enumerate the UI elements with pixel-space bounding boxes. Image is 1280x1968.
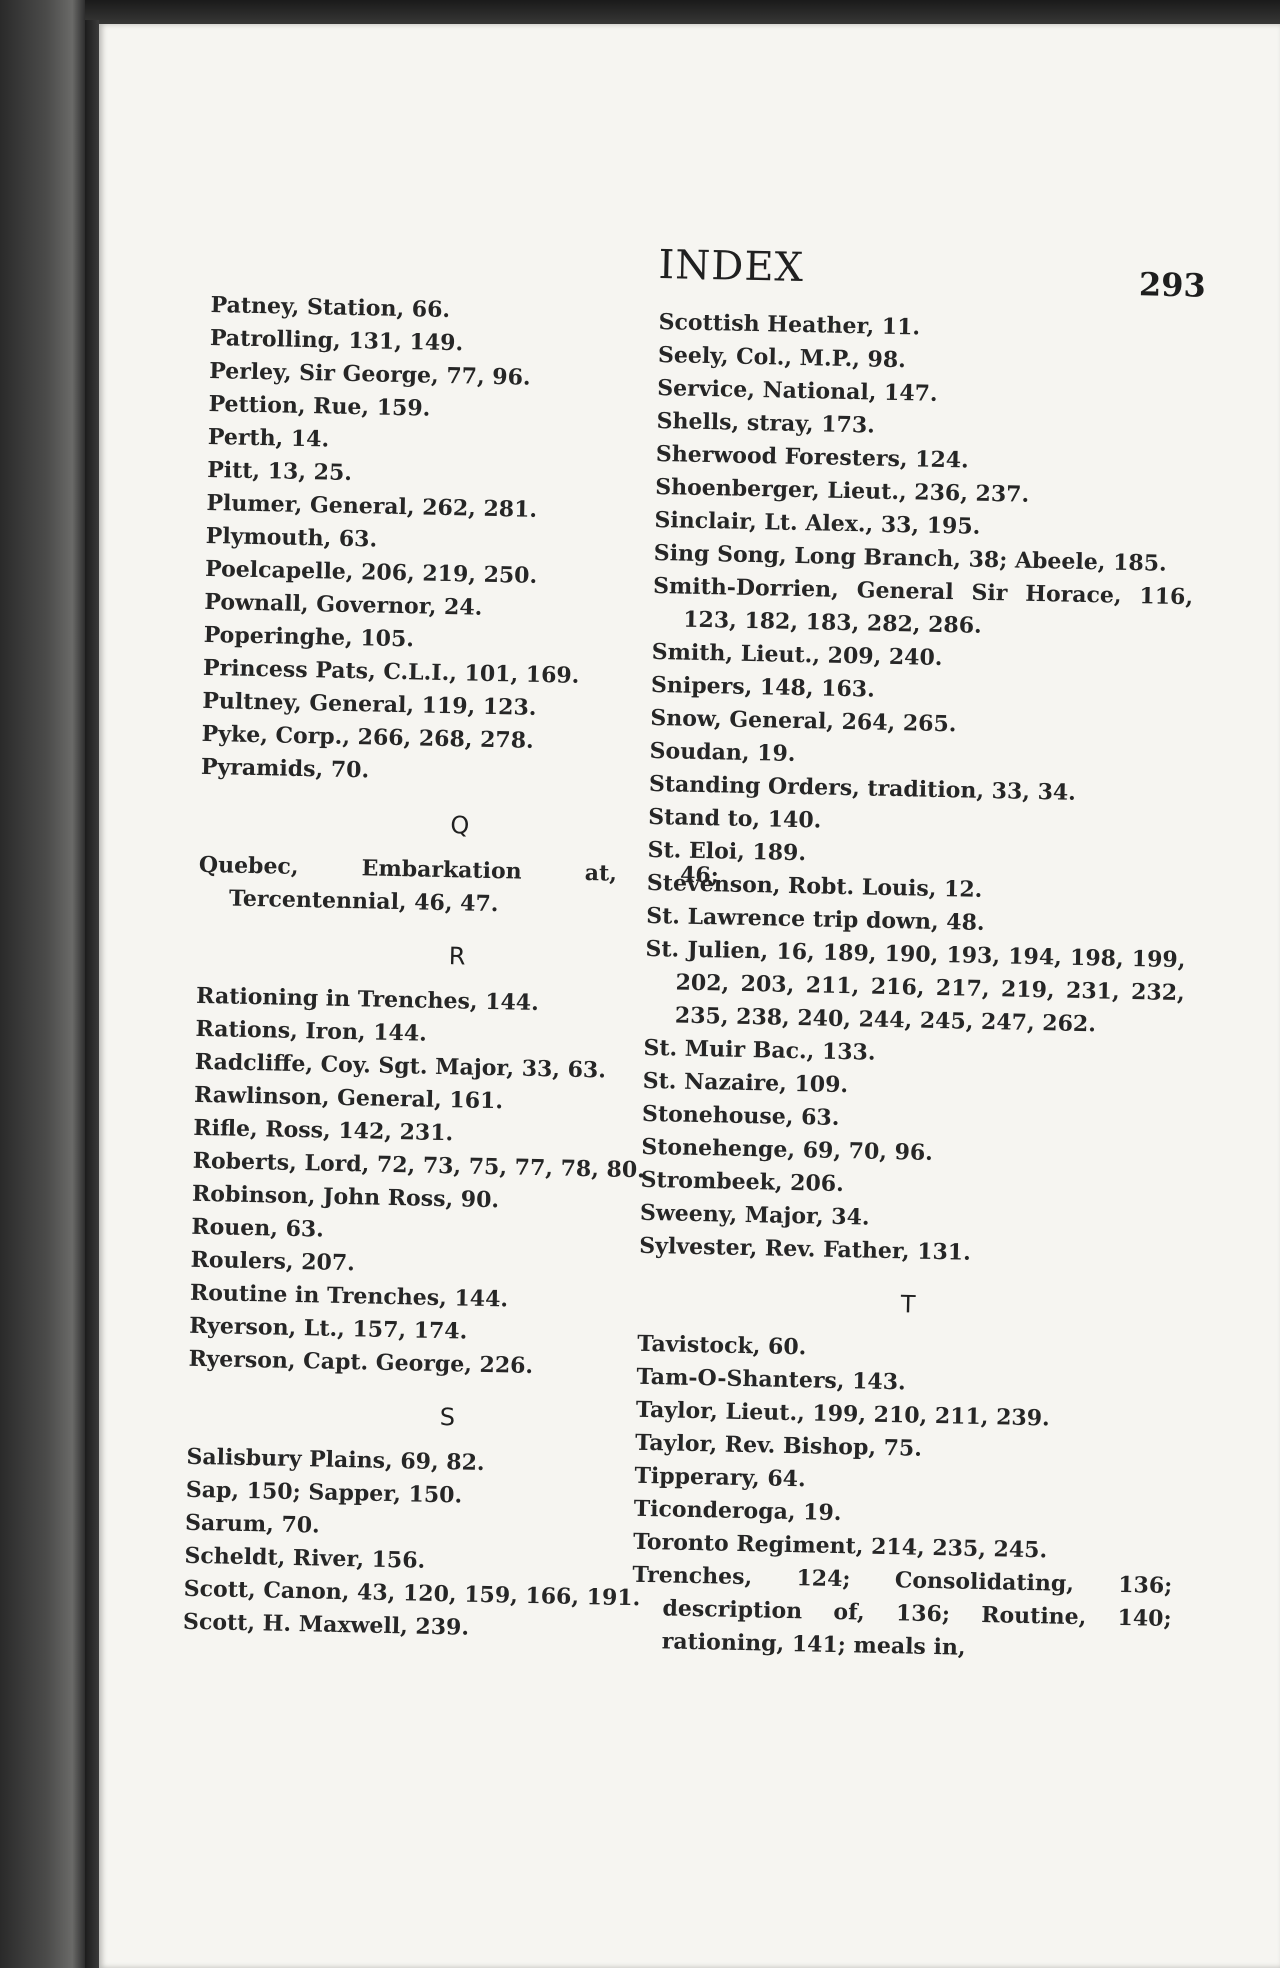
index-entry: Sing Song, Long Branch, 38; Abeele, 185.: [653, 539, 1167, 577]
index-entry: Pultney, General, 119, 123.: [202, 687, 537, 721]
index-entry: Stand to, 140.: [648, 803, 822, 834]
index-entry: Sweeny, Major, 34.: [639, 1199, 870, 1231]
index-entry: Rationing in Trenches, 144.: [195, 982, 540, 1017]
section-letter-heading: Q: [450, 811, 470, 840]
page-number: 293: [1138, 265, 1207, 305]
index-entry: Poperinghe, 105.: [203, 621, 415, 653]
index-entry: Taylor, Rev. Bishop, 75.: [634, 1429, 923, 1462]
index-entry: Rifle, Ross, 142, 231.: [193, 1114, 454, 1147]
index-entry: Poelcapelle, 206, 219, 250.: [204, 555, 538, 589]
index-page: [99, 24, 1280, 1968]
index-entry: St. Muir Bac., 133.: [643, 1034, 876, 1066]
index-entry: Tavistock, 60.: [636, 1330, 807, 1361]
index-entry: Plumer, General, 262, 281.: [206, 489, 538, 523]
scan-left-margin: [0, 0, 85, 1968]
index-entry: Sarum, 70.: [184, 1509, 321, 1539]
index-entry: Scottish Heather, 11.: [658, 308, 921, 341]
index-entry: Sap, 150; Sapper, 150.: [185, 1476, 463, 1509]
index-entry: Robinson, John Ross, 90.: [191, 1180, 500, 1214]
index-entry: Scott, H. Maxwell, 239.: [182, 1608, 470, 1641]
index-entry: Pyramids, 70.: [200, 753, 370, 784]
index-entry: Smith, Lieut., 209, 240.: [651, 638, 943, 672]
index-entry: Plymouth, 63.: [205, 522, 378, 553]
index-entry: Roulers, 207.: [190, 1246, 356, 1277]
index-entry: Ryerson, Capt. George, 226.: [188, 1345, 534, 1379]
index-entry: Stevenson, Robt. Louis, 12.: [646, 869, 983, 903]
index-entry: Ryerson, Lt., 157, 174.: [189, 1312, 468, 1345]
index-entry: Rouen, 63.: [191, 1213, 325, 1243]
index-entry: Scott, Canon, 43, 120, 159, 166, 191.: [183, 1575, 641, 1612]
index-column-right: [631, 306, 1199, 1669]
index-entry: Rations, Iron, 144.: [195, 1015, 428, 1047]
index-entry: Standing Orders, tradition, 33, 34.: [648, 770, 1077, 806]
index-entry: Taylor, Lieut., 199, 210, 211, 239.: [635, 1396, 1050, 1432]
index-entry: Patney, Station, 66.: [210, 291, 451, 324]
index-entry: Snow, General, 264, 265.: [650, 704, 957, 738]
index-entry: Pitt, 13, 25.: [206, 456, 353, 486]
index-entry: Pyke, Corp., 266, 268, 278.: [201, 720, 534, 754]
index-entry: Sinclair, Lt. Alex., 33, 195.: [654, 506, 981, 540]
index-entry: Shells, stray, 173.: [656, 407, 876, 439]
index-entry: Quebec, Embarkation at, 46; Tercentennial, 46, 47.: [198, 851, 720, 918]
index-entry: Soudan, 19.: [649, 737, 796, 767]
index-entry: Shoenberger, Lieut., 236, 237.: [654, 473, 1030, 508]
index-entry: Smith-Dorrien, General Sir Horace, 116, 123, 182, 183, 282, 286.: [652, 572, 1194, 639]
index-entry: Sylvester, Rev. Father, 131.: [639, 1232, 972, 1266]
section-letter-heading: R: [448, 942, 466, 971]
index-entry: Toronto Regiment, 214, 235, 245.: [632, 1528, 1048, 1564]
index-entry: Pettion, Rue, 159.: [208, 390, 431, 422]
index-entry: Seely, Col., M.P., 98.: [657, 341, 907, 374]
book-binding-edge: [85, 20, 99, 1968]
index-entry: St. Eloi, 189.: [647, 836, 807, 867]
index-entry: St. Nazaire, 109.: [642, 1067, 849, 1099]
page-title: INDEX: [658, 242, 805, 292]
index-entry: St. Lawrence trip down, 48.: [645, 902, 985, 936]
index-entry: Routine in Trenches, 144.: [189, 1279, 509, 1313]
index-entry: Trenches, 124; Consolidating, 136; description of, 136; Routine, 140; rationing, 141; meals in,: [632, 1561, 1173, 1661]
index-entry: Tam-O-Shanters, 143.: [636, 1363, 906, 1396]
index-entry: Ticonderoga, 19.: [633, 1495, 842, 1527]
section-letter-heading: S: [439, 1403, 456, 1432]
index-entry: Sherwood Foresters, 124.: [655, 440, 970, 474]
index-entry: Stonehenge, 69, 70, 96.: [641, 1133, 934, 1166]
index-entry: Rawlinson, General, 161.: [193, 1081, 504, 1115]
index-entry: Service, National, 147.: [657, 374, 938, 407]
section-letter-heading: T: [900, 1290, 916, 1319]
index-entry: Radcliffe, Coy. Sgt. Major, 33, 63.: [194, 1048, 607, 1084]
index-entry: Perth, 14.: [207, 423, 330, 453]
index-entry: Snipers, 148, 163.: [650, 671, 876, 703]
index-entry: Princess Pats, C.L.I., 101, 169.: [202, 654, 580, 689]
index-entry: Salisbury Plains, 69, 82.: [186, 1443, 485, 1476]
index-entry: Stonehouse, 63.: [641, 1100, 840, 1131]
index-entry: Strombeek, 206.: [640, 1166, 845, 1198]
index-entry: Patrolling, 131, 149.: [209, 324, 464, 357]
index-entry: Scheldt, River, 156.: [184, 1542, 426, 1574]
index-entry: Perley, Sir George, 77, 96.: [209, 357, 531, 391]
index-entry: Roberts, Lord, 72, 73, 75, 77, 78, 80.: [192, 1147, 646, 1184]
index-entry: Pownall, Governor, 24.: [204, 588, 483, 621]
index-entry: St. Julien, 16, 189, 190, 193, 194, 198, 199, 202, 203, 211, 216, 217, 219, 231, 232, 235, 238, 240, 244, 245, 247, 262.: [645, 935, 1186, 1038]
index-entry: Tipperary, 64.: [634, 1462, 806, 1493]
